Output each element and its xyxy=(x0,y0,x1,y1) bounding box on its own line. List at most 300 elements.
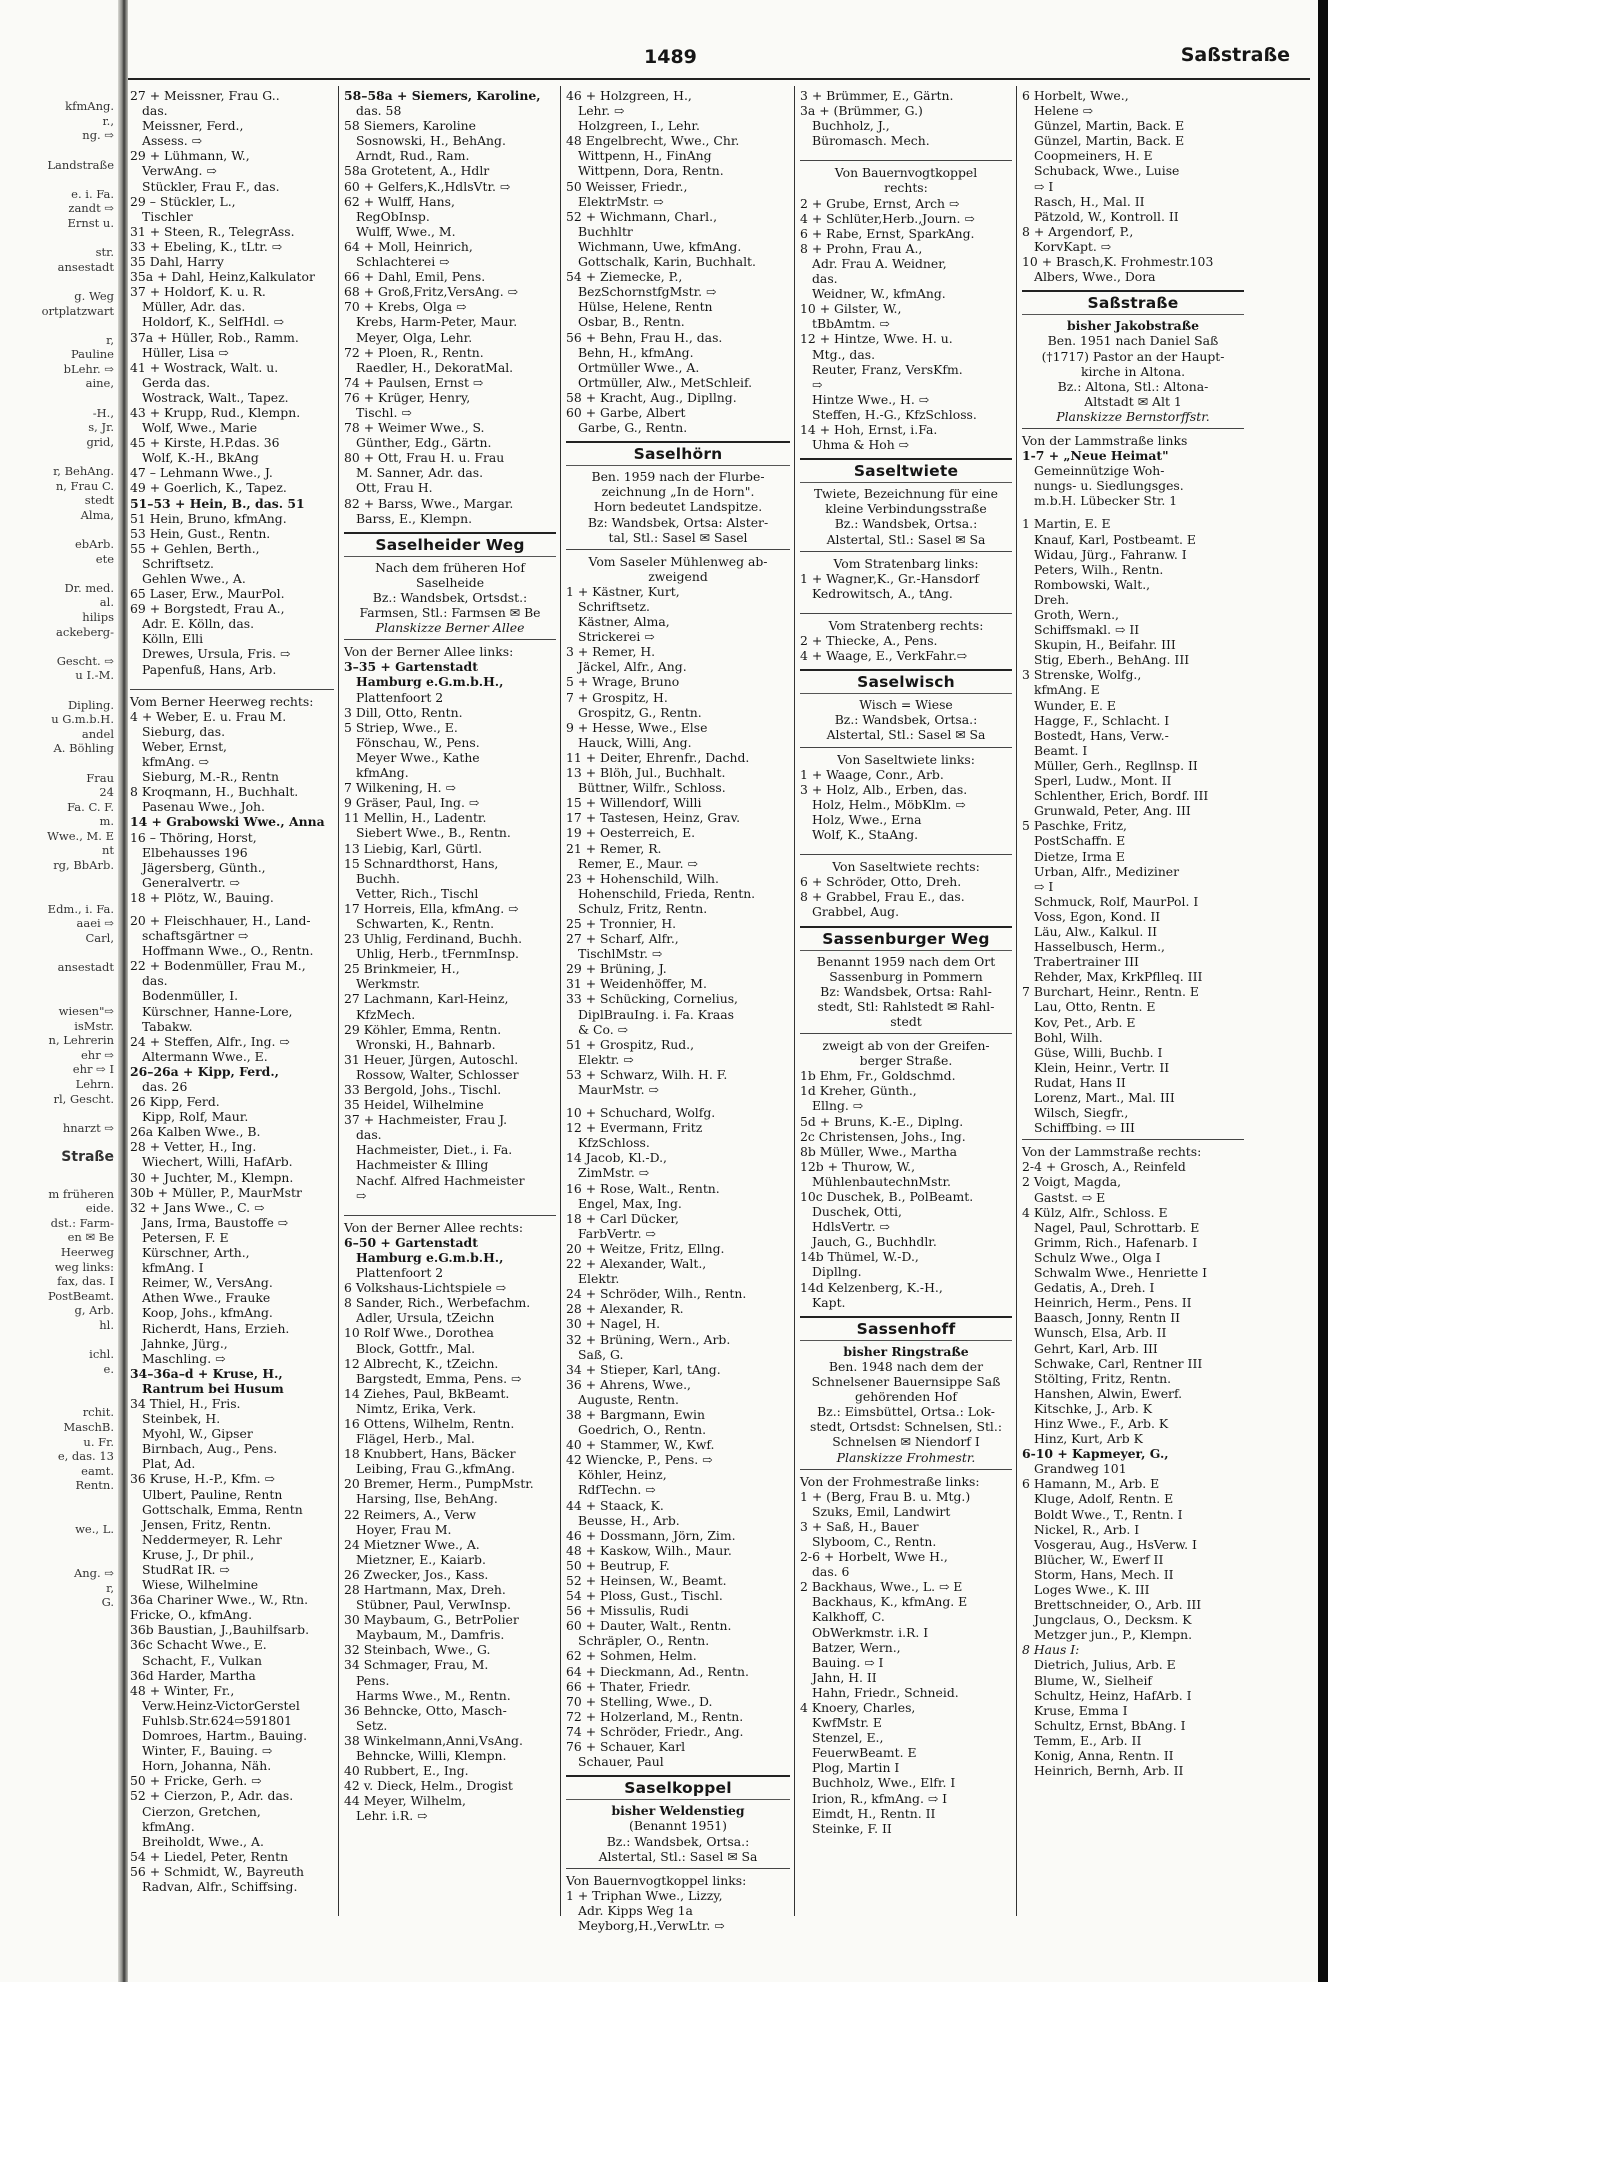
resident-entry: Mietzner, E., Kaiarb. xyxy=(356,1551,486,1567)
address-entry: 76 + Krüger, Henry, xyxy=(344,389,471,405)
address-entry: 5 Striep, Wwe., E. xyxy=(344,719,458,735)
directory-column-2 xyxy=(344,88,556,1908)
resident-entry: Güse, Willi, Buchb. I xyxy=(1034,1044,1163,1060)
address-entry: 7 Wilkening, H. ⇨ xyxy=(344,780,456,796)
previous-page-line: eamt. xyxy=(81,1463,114,1478)
resident-entry: Hanshen, Alwin, Ewerf. xyxy=(1034,1385,1183,1401)
street-note: stedt xyxy=(890,1013,922,1029)
street-note: Ben. 1959 nach der Flurbe- xyxy=(591,469,765,485)
resident-entry: Beamt. I xyxy=(1034,742,1088,758)
address-entry: 56 + Schmidt, W., Bayreuth xyxy=(130,1863,305,1879)
address-entry: Von der Berner Allee links: xyxy=(344,644,514,660)
resident-entry: Hintze Wwe., H. ⇨ xyxy=(812,391,930,407)
previous-page-line: zandt ⇨ xyxy=(68,201,114,216)
resident-entry: Hinz, Kurt, Arb K xyxy=(1034,1431,1143,1447)
resident-entry: Remer, E., Maur. ⇨ xyxy=(578,855,698,871)
resident-entry: kfmAng. xyxy=(142,1818,195,1834)
address-entry: 34 Schmager, Frau, M. xyxy=(344,1657,489,1673)
resident-entry: Kapt. xyxy=(812,1294,846,1310)
resident-entry: MaurMstr. ⇨ xyxy=(578,1082,659,1097)
section-rule xyxy=(566,1868,790,1869)
address-entry: 48 + Winter, Fr., xyxy=(130,1682,235,1698)
resident-entry: Drewes, Ursula, Fris. ⇨ xyxy=(142,646,291,662)
street-note: Von Saseltwiete rechts: xyxy=(832,859,980,875)
resident-entry: Goedrich, O., Rentn. xyxy=(578,1422,707,1438)
previous-page-line: e. xyxy=(103,1361,114,1376)
previous-page-line xyxy=(0,873,116,888)
spacer xyxy=(344,1203,556,1211)
address-entry: 28 + Vetter, H., Ing. xyxy=(130,1139,257,1155)
address-entry: 36 Behncke, Otto, Masch- xyxy=(344,1702,507,1718)
resident-entry: Reimer, W., VersAng. xyxy=(142,1275,273,1291)
resident-entry: Holz, Wwe., Erna xyxy=(812,811,922,827)
previous-page-line: u G.m.b.H. xyxy=(51,712,114,727)
resident-entry: Kitschke, J., Arb. K xyxy=(1034,1400,1152,1416)
street-note: Vom Saseler Mühlenweg ab- xyxy=(588,553,768,569)
address-entry: 2-4 + Grosch, A., Reinfeld xyxy=(1022,1159,1186,1175)
resident-entry: Dipllng. xyxy=(812,1264,862,1280)
address-entry: 10 Rolf Wwe., Dorothea xyxy=(344,1325,494,1341)
address-entry: 22 + Alexander, Walt., xyxy=(566,1256,707,1272)
resident-entry: Adr. Kipps Weg 1a xyxy=(578,1902,693,1918)
address-entry: 66 + Dahl, Emil, Pens. xyxy=(344,269,486,285)
address-entry: 1-7 + „Neue Heimat" xyxy=(1022,448,1169,464)
address-entry: 17 + Tastesen, Heinz, Grav. xyxy=(566,810,741,826)
address-entry: 20 + Weitze, Fritz, Ellng. xyxy=(566,1240,725,1256)
resident-entry: Dietrich, Julius, Arb. E xyxy=(1034,1657,1176,1673)
resident-entry: Grunwald, Peter, Ang. III xyxy=(1034,803,1191,819)
previous-page-line xyxy=(0,1376,116,1391)
address-entry: 32 Steinbach, Wwe., G. xyxy=(344,1642,491,1658)
resident-entry: Hoffmann Wwe., O., Rentn. xyxy=(142,943,314,959)
resident-entry: kfmAng. I xyxy=(142,1260,204,1276)
address-entry: 2 Backhaus, Wwe., L. ⇨ E xyxy=(800,1579,963,1595)
resident-entry: Metzger jun., P., Klempn. xyxy=(1034,1627,1193,1643)
resident-entry: kfmAng. E xyxy=(1034,682,1100,698)
address-entry: 2 + Thiecke, A., Pens. xyxy=(800,633,938,648)
resident-entry: Tabakw. xyxy=(142,1018,193,1034)
address-entry: 51–53 + Hein, B., das. 51 xyxy=(130,495,305,511)
resident-entry: Jahn, H. II xyxy=(812,1669,877,1685)
previous-page-line: ichl. xyxy=(89,1347,114,1362)
resident-entry: Backhaus, K., kfmAng. E xyxy=(812,1594,968,1610)
address-entry: 44 Meyer, Wilhelm, xyxy=(344,1793,466,1809)
resident-entry: Adr. Frau A. Weidner, xyxy=(812,255,947,271)
address-entry: 15 + Willendorf, Willi xyxy=(566,795,702,811)
address-entry: 18 + Carl Dücker, xyxy=(566,1210,679,1226)
resident-entry: Winter, F., Bauing. ⇨ xyxy=(142,1743,273,1759)
resident-entry: Büttner, Wilfr., Schloss. xyxy=(578,780,726,796)
resident-entry: Harsing, Ilse, BehAng. xyxy=(356,1491,498,1507)
previous-page-line: kfmAng. xyxy=(65,99,114,114)
address-entry: 45 + Kirste, H.P.das. 36 xyxy=(130,435,280,451)
address-entry: 6 + Schröder, Otto, Dreh. xyxy=(800,874,962,890)
previous-page-line: Frau xyxy=(86,770,114,785)
resident-entry: Rossow, Walter, Schlosser xyxy=(356,1066,519,1082)
resident-entry: Engel, Max, Ing. xyxy=(578,1195,682,1211)
address-entry: 6 Volkshaus-Lichtspiele ⇨ xyxy=(344,1280,507,1296)
address-entry: 27 + Meissner, Frau G.. xyxy=(130,88,280,103)
resident-entry: Pens. xyxy=(356,1672,390,1688)
previous-page-line: e, das. 13 xyxy=(57,1449,114,1464)
address-entry: 25 + Tronnier, H. xyxy=(566,915,677,931)
resident-entry: Steinke, F. II xyxy=(812,1820,892,1836)
column-divider xyxy=(560,86,561,1916)
resident-entry: Altermann Wwe., E. xyxy=(142,1048,268,1064)
address-entry: 38 Winkelmann,Anni,VsAng. xyxy=(344,1732,523,1748)
resident-entry: Gerda das. xyxy=(142,374,211,390)
previous-page-line xyxy=(0,946,116,961)
resident-entry: Hamburg e.G.m.b.H., xyxy=(356,1249,504,1265)
resident-entry: Jungclaus, O., Decksm. K xyxy=(1034,1612,1192,1628)
address-entry: 80 + Ott, Frau H. u. Frau xyxy=(344,450,505,466)
address-entry: 50 + Fricke, Gerh. ⇨ xyxy=(130,1773,262,1789)
address-entry: 20 Bremer, Herm., PumpMstr. xyxy=(344,1476,534,1492)
address-entry: 4 + Schlüter,Herb.,Journ. ⇨ xyxy=(800,210,975,226)
resident-entry: Vosgerau, Aug., HsVerw. I xyxy=(1034,1536,1197,1552)
resident-entry: Jauch, G., Buchhdlr. xyxy=(812,1234,937,1250)
previous-page-line xyxy=(0,449,116,464)
previous-page-line: r, xyxy=(106,1580,114,1595)
resident-entry: Hinz Wwe., F., Arb. K xyxy=(1034,1415,1169,1431)
resident-entry: Wunsch, Elsa, Arb. II xyxy=(1034,1325,1167,1341)
previous-page-line: weg links: xyxy=(54,1259,114,1274)
directory-column-5 xyxy=(1022,88,1244,1908)
resident-entry: Horn, Johanna, Näh. xyxy=(142,1758,272,1774)
address-entry: 25 Brinkmeier, H., xyxy=(344,961,460,977)
spacer xyxy=(800,601,1012,609)
address-entry: 69 + Borgstedt, Frau A., xyxy=(130,601,285,617)
address-entry: 14 + Grabowski Wwe., Anna xyxy=(130,814,325,830)
spacer xyxy=(800,148,1012,156)
resident-entry: Lehr. i.R. ⇨ xyxy=(356,1808,428,1824)
street-note: Bz: Wandsbek, Ortsa: Rahl- xyxy=(820,983,992,999)
previous-page-line: dst.: Farm- xyxy=(50,1215,114,1230)
street-note: berger Straße. xyxy=(859,1053,953,1069)
address-entry: 14 Ziehes, Paul, BkBeamt. xyxy=(344,1385,510,1401)
street-note: Bz: Wandsbek, Ortsa: Alster- xyxy=(587,514,769,530)
address-entry: 60 + Dauter, Walt., Rentn. xyxy=(566,1618,732,1634)
resident-entry: Tischler xyxy=(142,208,193,224)
street-note: Sassenburg in Pommern xyxy=(829,968,983,984)
resident-entry: FarbVertr. ⇨ xyxy=(578,1225,656,1241)
street-note: stedt, Ortsdst: Schnelsen, Stl.: xyxy=(809,1419,1003,1435)
resident-entry: m.b.H. Lübecker Str. 1 xyxy=(1034,493,1178,509)
resident-entry: Gedatis, A., Dreh. I xyxy=(1034,1280,1155,1296)
previous-page-line: G. xyxy=(101,1595,114,1610)
previous-page-line: Dr. med. xyxy=(64,580,114,595)
resident-entry: Stenzel, E., xyxy=(812,1730,884,1746)
column-divider xyxy=(794,86,795,1916)
previous-page-line: ete xyxy=(95,551,114,566)
previous-page-line: 24 xyxy=(99,785,114,800)
address-entry: 3–35 + Gartenstadt xyxy=(344,659,478,675)
resident-entry: Koop, Johs., kfmAng. xyxy=(142,1305,273,1321)
previous-page-line: r., xyxy=(102,113,114,128)
street-note: Bz.: Wandsbek, Ortsa.: xyxy=(834,712,978,728)
previous-page-line: rl, Gescht. xyxy=(53,1091,114,1106)
resident-entry: Beusse, H., Arb. xyxy=(578,1512,680,1528)
running-head: Saßstraße xyxy=(1180,44,1290,66)
address-entry: 8 + Argendorf, P., xyxy=(1022,223,1134,239)
address-entry: 20 + Fleischhauer, H., Land- xyxy=(130,912,311,928)
previous-page-line: Carl, xyxy=(85,931,114,946)
section-rule xyxy=(344,639,556,640)
street-note: bisher Weldenstieg xyxy=(611,1803,745,1819)
previous-page-line: s, Jr. xyxy=(88,420,114,435)
address-entry: 30 + Nagel, H. xyxy=(566,1316,661,1332)
street-heading: Sassenburger Weg xyxy=(800,926,1012,951)
resident-entry: Wulff, Wwe., M. xyxy=(356,223,456,239)
previous-page-line xyxy=(0,1332,116,1347)
street-note: Bz.: Wandsbek, Ortsdst.: xyxy=(372,590,528,605)
resident-entry: Athen Wwe., Frauke xyxy=(142,1290,271,1306)
street-note: Vom Stratenberg rechts: xyxy=(828,617,984,633)
previous-page-line: ansestadt xyxy=(57,960,114,975)
section-rule xyxy=(1022,1139,1244,1140)
street-note: Von Saseltwiete links: xyxy=(837,751,975,767)
resident-entry: Wilsch, Siegfr., xyxy=(1034,1105,1129,1121)
resident-entry: Buchholz, Wwe., Elfr. I xyxy=(812,1775,956,1791)
address-entry: 78 + Weimer Wwe., S. xyxy=(344,420,485,436)
resident-entry: Meyborg,H.,VerwLtr. ⇨ xyxy=(578,1917,725,1933)
address-entry: 46 + Holzgreen, H., xyxy=(566,88,692,103)
address-entry: 50 + Beutrup, F. xyxy=(566,1557,670,1573)
address-entry: 36c Schacht Wwe., E. xyxy=(130,1637,267,1653)
resident-entry: Reuter, Franz, VersKfm. xyxy=(812,361,963,377)
address-entry: 5 + Wrage, Bruno xyxy=(566,674,680,690)
address-entry: 6–50 + Gartenstadt xyxy=(344,1234,478,1250)
street-heading: Saselwisch xyxy=(800,669,1012,694)
resident-entry: Gastst. ⇨ E xyxy=(1034,1189,1106,1205)
resident-entry: Grospitz, G., Rentn. xyxy=(578,704,702,720)
address-entry: 1 + Triphan Wwe., Lizzy, xyxy=(566,1887,723,1903)
resident-entry: Klein, Heinr., Vertr. II xyxy=(1034,1059,1170,1075)
resident-entry: Läu, Alw., Kalkul. II xyxy=(1034,923,1158,939)
street-note: kleine Verbindungsstraße xyxy=(825,501,987,517)
resident-entry: Wronski, H., Bahnarb. xyxy=(356,1036,496,1052)
address-entry: 1d Kreher, Günth., xyxy=(800,1083,917,1099)
address-entry: 8 + Grabbel, Frau E., das. xyxy=(800,889,965,905)
address-entry: 27 + Scharf, Alfr., xyxy=(566,931,679,947)
street-note: rechts: xyxy=(884,180,928,196)
resident-entry: TischlMstr. ⇨ xyxy=(578,946,663,962)
section-rule xyxy=(800,551,1012,552)
previous-page-line: e. i. Fa. xyxy=(71,186,114,201)
resident-entry: Auguste, Rentn. xyxy=(578,1391,679,1407)
resident-entry: Meissner, Ferd., xyxy=(142,118,244,134)
resident-entry: Schiffsmakl. ⇨ II xyxy=(1034,622,1140,638)
resident-entry: Wolf, K., StaAng. xyxy=(812,827,919,843)
previous-page-line xyxy=(0,522,116,537)
resident-entry: Setz. xyxy=(356,1717,388,1733)
directory-column-1 xyxy=(130,88,334,1908)
previous-page-line: g, Arb. xyxy=(74,1303,114,1318)
address-entry: 56 + Behn, Frau H., das. xyxy=(566,329,723,345)
resident-entry: DiplBrauIng. i. Fa. Kraas xyxy=(578,1006,735,1022)
resident-entry: das. 58 xyxy=(356,103,402,119)
resident-entry: Saß, G. xyxy=(578,1346,624,1362)
resident-entry: Plattenfoort 2 xyxy=(356,1265,444,1281)
address-entry: 40 Rubbert, E., Ing. xyxy=(344,1763,469,1779)
spacer xyxy=(566,1097,790,1105)
address-entry: 18 Knubbert, Hans, Bäcker xyxy=(344,1446,516,1462)
resident-entry: Dreh. xyxy=(1034,591,1070,607)
previous-page-line: g. Weg xyxy=(74,288,114,303)
street-note: Bz.: Wandsbek, Ortsa.: xyxy=(834,516,978,532)
resident-entry: Birnbach, Aug., Pens. xyxy=(142,1441,278,1457)
address-entry: 70 + Krebs, Olga ⇨ xyxy=(344,299,467,315)
resident-entry: Barss, E., Klempn. xyxy=(356,510,473,526)
resident-entry: Papenfuß, Hans, Arb. xyxy=(142,661,277,677)
street-note: Vom Stratenbarg links: xyxy=(833,555,979,571)
previous-page-line xyxy=(0,1537,116,1552)
previous-page-line: rchit. xyxy=(82,1405,114,1420)
previous-page-line xyxy=(0,1551,116,1566)
address-entry: 58 + Kracht, Aug., Dipllng. xyxy=(566,389,737,405)
resident-entry: Schultz, Heinz, HafArb. I xyxy=(1034,1687,1192,1703)
resident-entry: Nickel, R., Arb. I xyxy=(1034,1521,1140,1537)
address-entry: 8 Haus I: xyxy=(1022,1642,1080,1658)
address-entry: 40 + Stammer, W., Kwf. xyxy=(566,1437,715,1453)
resident-entry: VerwAng. ⇨ xyxy=(142,163,217,179)
resident-entry: Büromasch. Mech. xyxy=(812,133,930,149)
resident-entry: Voss, Egon, Kond. II xyxy=(1034,908,1161,924)
address-entry: Von der Frohmestraße links: xyxy=(800,1473,980,1489)
resident-entry: ⇨ xyxy=(356,1187,367,1203)
resident-entry: Hamburg e.G.m.b.H., xyxy=(356,674,504,690)
previous-page-line: hnarzt ⇨ xyxy=(62,1120,114,1135)
previous-page-line xyxy=(0,1508,116,1523)
resident-entry: Konig, Anna, Rentn. II xyxy=(1034,1748,1174,1764)
address-entry: 7 Burchart, Heinr., Rentn. E xyxy=(1022,984,1199,1000)
resident-entry: das. 26 xyxy=(142,1079,188,1094)
previous-page-line: Wwe., M. E xyxy=(47,828,114,843)
resident-entry: Jensen, Fritz, Rentn. xyxy=(142,1516,272,1532)
previous-page-line: MaschB. xyxy=(63,1420,114,1435)
resident-entry: Lau, Otto, Rentn. E xyxy=(1034,999,1156,1015)
address-entry: 10 + Schuchard, Wolfg. xyxy=(566,1105,716,1121)
previous-page-line: u I.-M. xyxy=(75,668,114,683)
previous-page-line xyxy=(0,274,116,289)
resident-entry: BezSchornstfgMstr. ⇨ xyxy=(578,284,717,300)
resident-entry: Müller, Gerh., Regllnsp. II xyxy=(1034,757,1198,773)
previous-page-line: m. xyxy=(99,814,114,829)
previous-page-line xyxy=(0,639,116,654)
resident-entry: Assess. ⇨ xyxy=(142,133,202,149)
street-note: bisher Jakobstraße xyxy=(1066,318,1200,334)
street-note: Schnelsener Bauernsippe Saß xyxy=(811,1374,1001,1390)
address-entry: 74 + Paulsen, Ernst ⇨ xyxy=(344,374,484,390)
address-entry: 8 Kroqmann, H., Buchhalt. xyxy=(130,784,299,800)
resident-entry: Weber, Ernst, xyxy=(142,738,227,754)
resident-entry: Widau, Jürg., Fahranw. I xyxy=(1034,546,1187,562)
address-entry: 23 + Hohenschild, Wilh. xyxy=(566,870,719,886)
address-entry: 4 + Weber, E. u. Frau M. xyxy=(130,708,287,724)
resident-entry: Brettschneider, O., Arb. III xyxy=(1034,1597,1202,1613)
resident-entry: Storm, Hans, Mech. II xyxy=(1034,1566,1174,1582)
resident-entry: Urban, Alfr., Mediziner xyxy=(1034,863,1180,879)
street-note: kirche in Altona. xyxy=(1080,363,1186,379)
address-entry: 37 + Hachmeister, Frau J. xyxy=(344,1112,508,1128)
resident-entry: Wichmann, Uwe, kfmAng. xyxy=(578,238,742,254)
address-entry: 1 + Waage, Conr., Arb. xyxy=(800,766,944,782)
resident-entry: Kästner, Alma, xyxy=(578,614,670,630)
address-entry: 72 + Ploen, R., Rentn. xyxy=(344,344,484,360)
resident-entry: Lorenz, Mart., Mal. III xyxy=(1034,1090,1175,1105)
resident-entry: Gehlen Wwe., A. xyxy=(142,571,246,586)
column-divider xyxy=(338,86,339,1916)
previous-page-line: ehr ⇨ I xyxy=(72,1062,114,1077)
resident-entry: ObWerkmstr. i.R. I xyxy=(812,1624,929,1640)
previous-page-line: isMstr. xyxy=(74,1018,114,1033)
address-entry: 24 + Schröder, Wilh., Rentn. xyxy=(566,1286,747,1302)
resident-entry: Garbe, G., Rentn. xyxy=(578,420,688,436)
section-rule xyxy=(800,160,1012,161)
address-entry: 64 + Moll, Heinrich, xyxy=(344,238,473,254)
street-note: tal, Stl.: Sasel ✉ Sasel xyxy=(608,529,748,545)
address-entry: 35 Dahl, Harry xyxy=(130,254,224,270)
resident-entry: das. xyxy=(142,103,168,119)
address-entry: 82 + Barss, Wwe., Margar. xyxy=(344,495,514,511)
previous-page-line xyxy=(0,756,116,771)
resident-entry: Wunder, E. E xyxy=(1034,697,1116,713)
resident-entry: kfmAng. xyxy=(356,765,409,781)
address-entry: 8 + Prohn, Frau A., xyxy=(800,240,923,256)
previous-page-line: al. xyxy=(99,595,114,610)
resident-entry: Schlenther, Erich, Bordf. III xyxy=(1034,788,1209,804)
street-note: Bz.: Wandsbek, Ortsa.: xyxy=(606,1833,750,1849)
resident-entry: KwfMstr. E xyxy=(812,1715,882,1731)
address-entry: 70 + Stelling, Wwe., D. xyxy=(566,1693,713,1709)
previous-page-line: str. xyxy=(95,245,114,260)
previous-page-line: wiesen"⇨ xyxy=(58,1004,114,1018)
address-entry: 6 Horbelt, Wwe., xyxy=(1022,88,1129,103)
resident-entry: Skupin, H., Beifahr. III xyxy=(1034,637,1176,653)
address-entry: 43 + Krupp, Rud., Klempn. xyxy=(130,404,301,420)
previous-page-line: fax, das. I xyxy=(57,1274,114,1289)
resident-entry: Sieburg, das. xyxy=(142,723,226,739)
address-entry: 38 + Bargmann, Ewin xyxy=(566,1406,705,1422)
spacer xyxy=(800,842,1012,850)
resident-entry: Stölting, Fritz, Rentn. xyxy=(1034,1370,1172,1386)
resident-entry: Uhma & Hoh ⇨ xyxy=(812,437,910,453)
resident-entry: Wostrack, Walt., Tapez. xyxy=(142,389,289,405)
address-entry: 36 Kruse, H.-P., Kfm. ⇨ xyxy=(130,1471,275,1487)
street-note: Bz.: Eimsbüttel, Ortsa.: Lok- xyxy=(817,1404,995,1420)
address-entry: 35a + Dahl, Heinz,Kalkulator xyxy=(130,269,315,285)
previous-page-line xyxy=(0,318,116,333)
resident-entry: Jahnke, Jürg., xyxy=(142,1335,228,1351)
address-entry: 5d + Bruns, K.-E., Diplng. xyxy=(800,1113,964,1129)
resident-entry: Gehrt, Karl, Arb. III xyxy=(1034,1340,1158,1356)
address-entry: 12 Albrecht, K., tZeichn. xyxy=(344,1355,499,1371)
address-entry: 12 + Hintze, Wwe. H. u. xyxy=(800,331,953,347)
address-entry: 62 + Sohmen, Helm. xyxy=(566,1648,697,1664)
resident-entry: Holz, Helm., MöbKlm. ⇨ xyxy=(812,796,966,812)
address-entry: 48 Engelbrecht, Wwe., Chr. xyxy=(566,133,740,149)
address-entry: 24 Mietzner Wwe., A. xyxy=(344,1536,480,1552)
resident-entry: FeuerwBeamt. E xyxy=(812,1745,917,1761)
address-entry: 16 Ottens, Wilhelm, Rentn. xyxy=(344,1415,515,1431)
resident-entry: Kedrowitsch, A., tAng. xyxy=(812,585,953,601)
resident-entry: ⇨ xyxy=(812,376,823,392)
directory-column-3 xyxy=(566,88,790,1933)
street-note: Bz.: Altona, Stl.: Altona- xyxy=(1057,378,1209,394)
resident-entry: Arndt, Rud., Ram. xyxy=(356,148,470,164)
resident-entry: Breiholdt, Wwe., A. xyxy=(142,1833,264,1849)
address-entry: 13 + Blöh, Jul., Buchhalt. xyxy=(566,765,726,781)
